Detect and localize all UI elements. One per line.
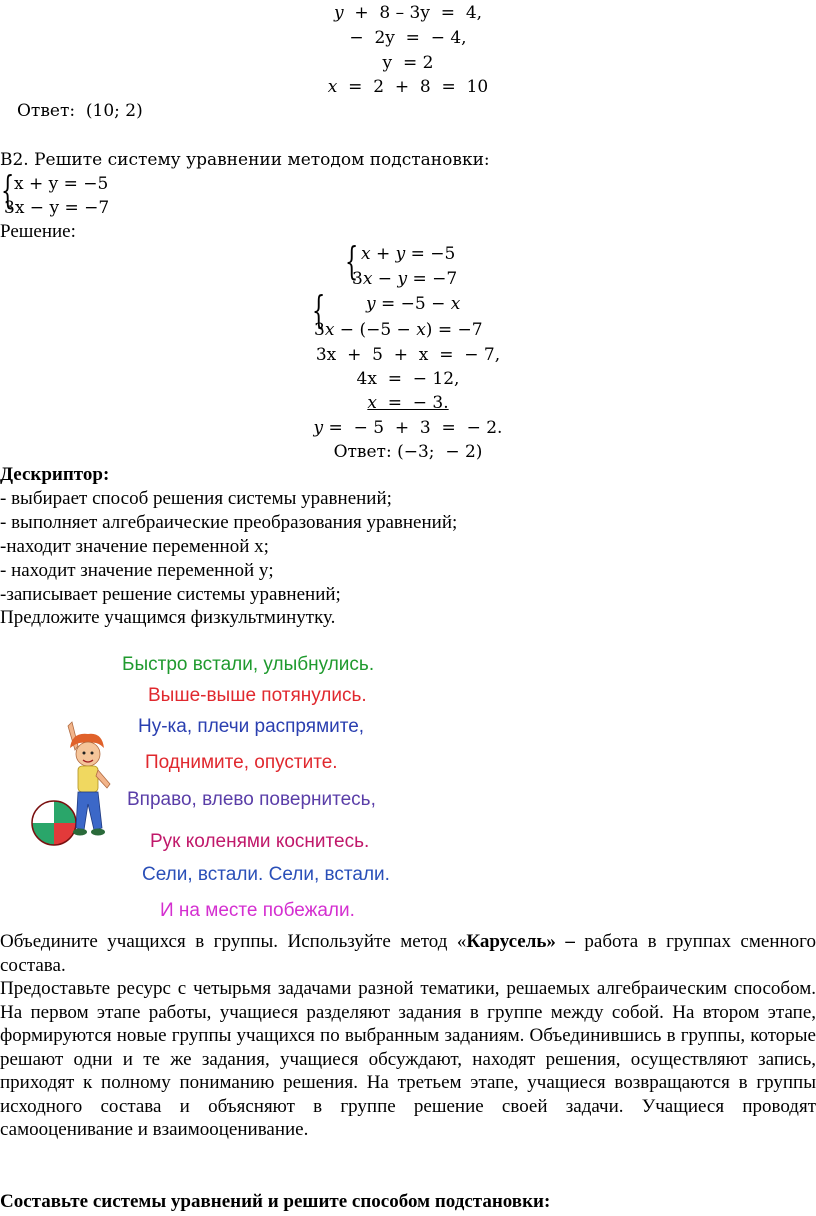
descriptor-item: - находит значение переменной y;	[0, 560, 274, 581]
solution1-line3: y = 2	[382, 53, 434, 73]
poem-line: Быстро встали, улыбнулись.	[122, 654, 375, 675]
descriptor-item: - выполняет алгебраические преобразования уравнений;	[0, 512, 458, 533]
descriptor-item: -записывает решение системы уравнений;	[0, 584, 341, 605]
solution1-line4: 𝑥 = 2 + 8 = 10	[327, 77, 489, 97]
task-b2-eq1: x + y = −5	[14, 174, 109, 194]
group-work-paragraph-2: Предоставьте ресурс с четырьмя задачами разной тематики, решаемых алгебраическим способом. На первом этапе работы, учащиеся разделяют задания в группе между собой. На втором этапе, формируются новые группы учащихся по выбранным заданиям. Объединившись в группы, которые решают одни и те же задания, учащиеся обсуждают, находят решения, осуществляют запись, приходят к полному пониманию решения. На третьем этапе, учащиеся возвращаются в группы исходного состава и объясняют в группе решение своей задачи. Учащиеся проводят самооценивание и взаимооценивание.	[0, 978, 816, 1140]
step-2: 4x = − 12,	[356, 369, 460, 389]
task-b2-eq2: 3x − y = −7	[4, 198, 110, 218]
task-b2-heading: B2. Решите систему уравнении методом подстановки:	[0, 150, 490, 170]
poem-line: Сели, встали. Сели, встали.	[142, 864, 390, 885]
step-1: 3x + 5 + x = − 7,	[315, 345, 501, 365]
poem-line: Ну-ка, плечи распрямите,	[138, 716, 365, 737]
solution1-line1: 𝑦 + 8 – 3y = 4,	[333, 3, 483, 23]
poem-line: Выше-выше потянулись.	[148, 685, 367, 706]
poem-line: Вправо, влево повернитесь,	[127, 789, 376, 810]
descriptor-item: -находит значение переменной x;	[0, 536, 269, 557]
solution1-line2: − 2y = − 4,	[349, 28, 467, 48]
system-brace: {	[1, 168, 15, 212]
jumping-kid-with-ball-illustration	[30, 718, 135, 858]
system2-eq2: 3𝑥 − (−5 − 𝑥) = −7	[314, 320, 483, 340]
poem-line: Поднимите, опустите.	[145, 752, 338, 773]
task-b2-answer: Ответ: (−3; − 2)	[333, 442, 483, 462]
group-work-paragraph-1: Объедините учащихся в группы. Используйте метод «Карусель» – работа в группах сменного состава.	[0, 931, 816, 976]
descriptor-item: - выбирает способ решения системы уравнений;	[0, 488, 392, 509]
step-4: 𝑦 = − 5 + 3 = − 2.	[313, 418, 503, 438]
solution1-answer: Ответ: (10; 2)	[17, 101, 143, 121]
system1-eq1: 𝑥 + 𝑦 = −5	[361, 244, 456, 264]
system-brace: {	[345, 239, 359, 283]
poem-line: И на месте побежали.	[160, 900, 355, 921]
descriptor-title: Дескриптор:	[0, 464, 110, 485]
system2-eq1: 𝑦 = −5 − 𝑥	[366, 294, 461, 314]
exercise-offer: Предложите учащимся физкультминутку.	[0, 607, 336, 628]
system1-eq2: 3𝑥 − 𝑦 = −7	[352, 269, 458, 289]
solution-label: Решение:	[0, 221, 76, 242]
step-3: 𝑥 = − 3.	[367, 393, 449, 413]
system-brace: {	[312, 288, 326, 332]
poem-line: Рук коленями коснитесь.	[150, 831, 370, 852]
final-heading: Составьте системы уравнений и решите способом подстановки:	[0, 1191, 551, 1212]
